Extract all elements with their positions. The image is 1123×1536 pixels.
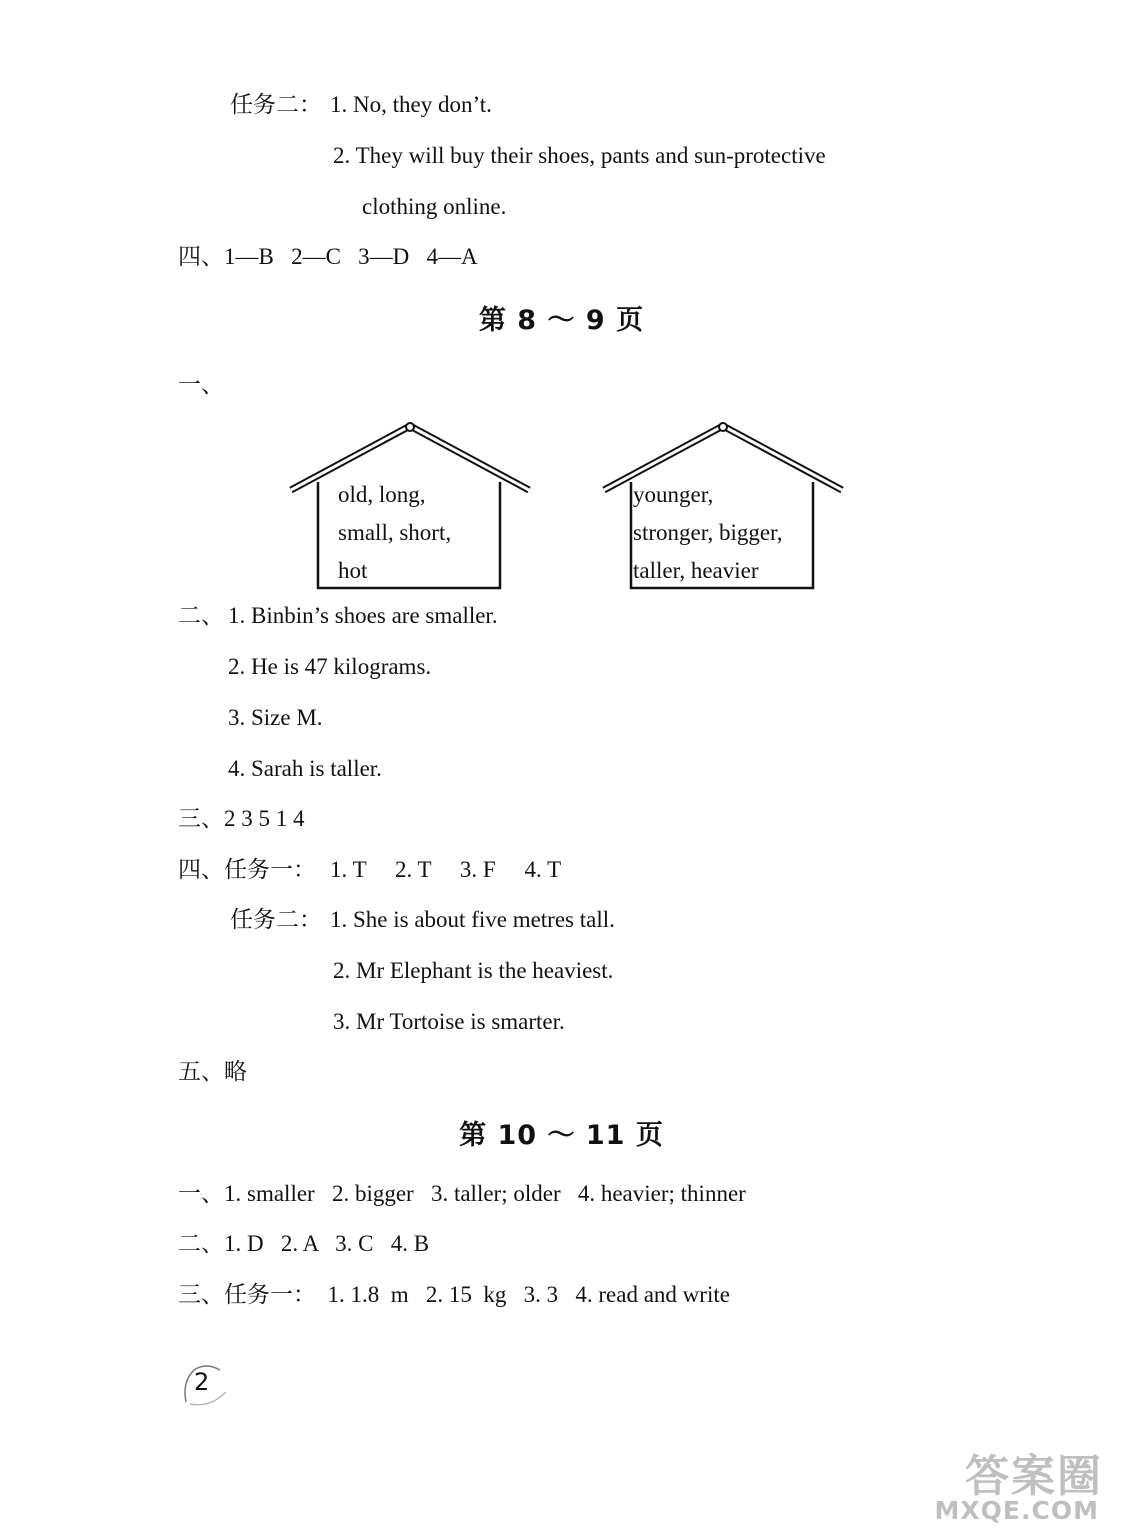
section-10-11-part2: 二、1. D 2. A 3. C 4. B: [178, 1231, 430, 1256]
section-8-9-part4-task1-answers: 1. T 2. T 3. F 4. T: [330, 857, 562, 882]
section-10-11-part3: 三、任务一： 1. 1.8 m 2. 15 kg 3. 3 4. read and write: [178, 1282, 730, 1307]
task2-answer-1: 1. No, they don’t.: [330, 92, 492, 117]
section-8-9-part4-task1-label: 四、任务一：: [178, 857, 316, 882]
section-8-9-part4-task2-item-1: 1. She is about five metres tall.: [330, 907, 615, 932]
watermark-line-2: MXQE.COM: [934, 1496, 1099, 1525]
page-number-badge: [180, 1362, 230, 1408]
section-8-9-part1-label: 一、: [178, 372, 224, 397]
section-8-9-part2-item-4: 4. Sarah is taller.: [228, 756, 382, 781]
house-left-line-2: small, short,: [338, 520, 452, 545]
section-8-9-part3: 三、2 3 5 1 4: [178, 806, 305, 831]
watermark-logo: [913, 1436, 1113, 1536]
house-right-line-1: younger,: [633, 482, 714, 507]
section-8-9-part4-task2-item-3: 3. Mr Tortoise is smarter.: [333, 1009, 565, 1034]
house-right-line-3: taller, heavier: [633, 558, 759, 583]
section-heading-10-11: 第 10 ～ 11 页: [459, 1120, 664, 1151]
section-8-9-part2-label: 二、: [178, 603, 224, 628]
section-8-9-part2-item-2: 2. He is 47 kilograms.: [228, 654, 432, 679]
page-number: 2: [194, 1368, 210, 1396]
house-left-line-1: old, long,: [338, 482, 426, 507]
task2-answer-2-continued: clothing online.: [362, 194, 507, 219]
section-8-9-part4-task2-label: 任务二：: [230, 907, 322, 932]
section-8-9-part5: 五、略: [178, 1059, 247, 1084]
part4-matching: 四、1—B 2—C 3—D 4—A: [178, 244, 478, 269]
section-8-9-part4-task2-item-2: 2. Mr Elephant is the heaviest.: [333, 958, 614, 983]
watermark-line-1: 答案圈: [965, 1451, 1103, 1502]
task2-answer-2: 2. They will buy their shoes, pants and sun-protective: [333, 143, 826, 168]
section-8-9-part2-item-1: 1. Binbin’s shoes are smaller.: [228, 603, 498, 628]
house-left-line-3: hot: [338, 558, 368, 583]
house-right-line-2: stronger, bigger,: [633, 520, 783, 545]
task2-label: 任务二：: [230, 92, 322, 117]
section-10-11-part1: 一、1. smaller 2. bigger 3. taller; older 4. heavier; thinner: [178, 1181, 746, 1206]
section-8-9-part2-item-3: 3. Size M.: [228, 705, 323, 730]
section-heading-8-9: 第 8 ～ 9 页: [478, 305, 645, 336]
